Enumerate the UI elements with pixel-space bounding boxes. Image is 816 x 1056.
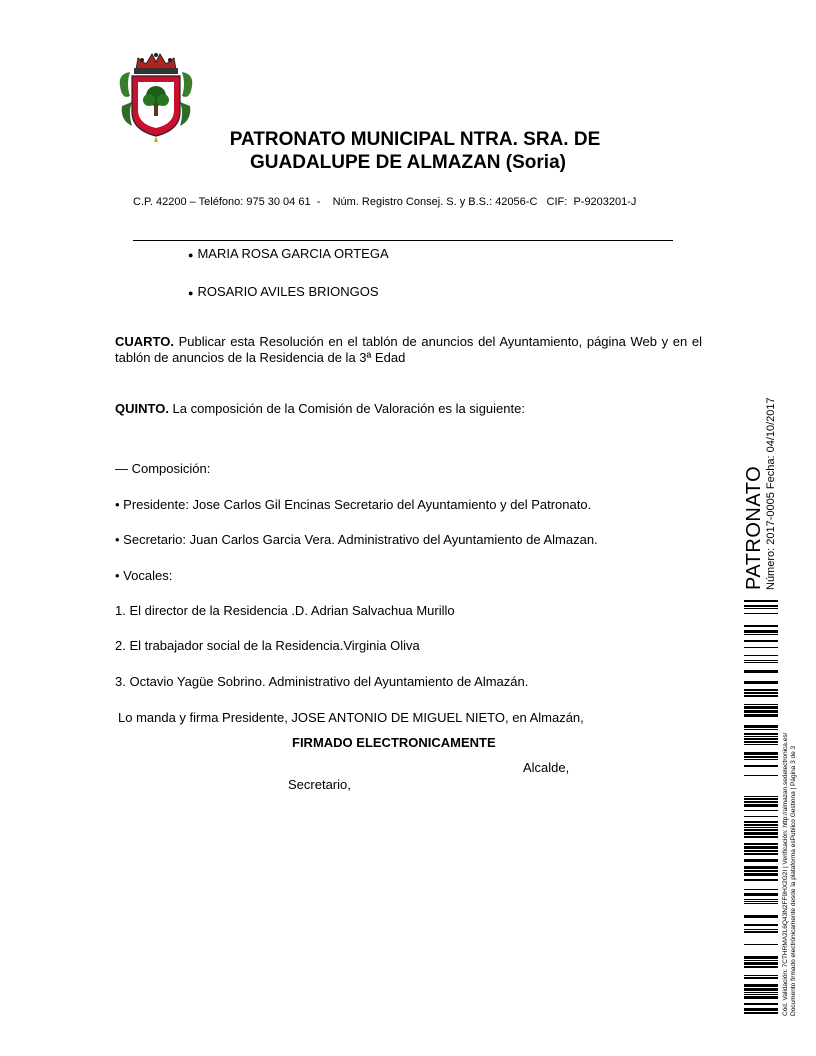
- contact-info: C.P. 42200 – Teléfono: 975 30 04 61 - Núm. Registro Consej. S. y B.S.: 42056-C CIF: P-9203201-J: [133, 196, 637, 208]
- paragraph-quinto: [115, 401, 525, 416]
- list-item: ● ROSARIO AVILES BRIONGOS: [188, 284, 379, 299]
- quinto-label: QUINTO.: [115, 401, 169, 416]
- vocal-item-3: 3. Octavio Yagüe Sobrino. Administrativo del Ayuntamiento de Almazán.: [115, 674, 529, 689]
- composicion-heading: — Composición:: [115, 461, 211, 476]
- institution-title-line1: PATRONATO MUNICIPAL NTRA. SRA. DE: [229, 129, 601, 150]
- cuarto-label: CUARTO.: [115, 334, 174, 349]
- firmado-electronicamente: FIRMADO ELECTRONICAMENTE: [292, 735, 496, 750]
- institution-title-line2: GUADALUPE DE ALMAZAN (Soria): [250, 152, 566, 173]
- cuarto-text: Publicar esta Resolución en el tablón de anuncios del Ayuntamiento, página Web y en el tablón de anuncios de la Residencia de la 3ª Edad: [115, 334, 702, 365]
- bullet-icon: ●: [188, 250, 194, 260]
- paragraph-cuarto: [115, 334, 702, 366]
- patronato-stamp: PATRONATO: [743, 465, 765, 590]
- list-item: ● MARIA ROSA GARCIA ORTEGA: [188, 246, 389, 261]
- validation-barcode: [744, 600, 778, 1016]
- secretario-line: • Secretario: Juan Carlos Garcia Vera. Administrativo del Ayuntamiento de Almazan.: [115, 532, 598, 547]
- alcalde-signature: Alcalde,: [523, 760, 570, 775]
- quinto-text: La composición de la Comisión de Valoración es la siguiente:: [168, 401, 525, 416]
- document-signed-line: Documento firmado electrónicamente desde la plataforma esPublico Gestiona | Página 3 de 3: [790, 745, 797, 1016]
- numero-fecha-stamp: Número: 2017-0005 Fecha: 04/10/2017: [765, 397, 777, 590]
- validation-code-line: Cód. Validación: 7CTHRMA2L6Q43N2FF9HX2G2I | Verificación: http://almazan.sedelectronica.es/: [782, 732, 789, 1016]
- header-divider: [133, 240, 673, 241]
- vocal-item-1: 1. El director de la Residencia .D. Adrian Salvachua Murillo: [115, 603, 455, 618]
- vocales-heading: • Vocales:: [115, 568, 173, 583]
- secretario-signature: Secretario,: [288, 777, 351, 792]
- signature-statement: Lo manda y firma Presidente, JOSE ANTONIO DE MIGUEL NIETO, en Almazán,: [118, 710, 584, 725]
- presidente-line: • Presidente: Jose Carlos Gil Encinas Secretario del Ayuntamiento y del Patronato.: [115, 497, 592, 512]
- bullet-icon: ●: [188, 288, 194, 298]
- vocal-item-2: 2. El trabajador social de la Residencia.Virginia Oliva: [115, 638, 420, 653]
